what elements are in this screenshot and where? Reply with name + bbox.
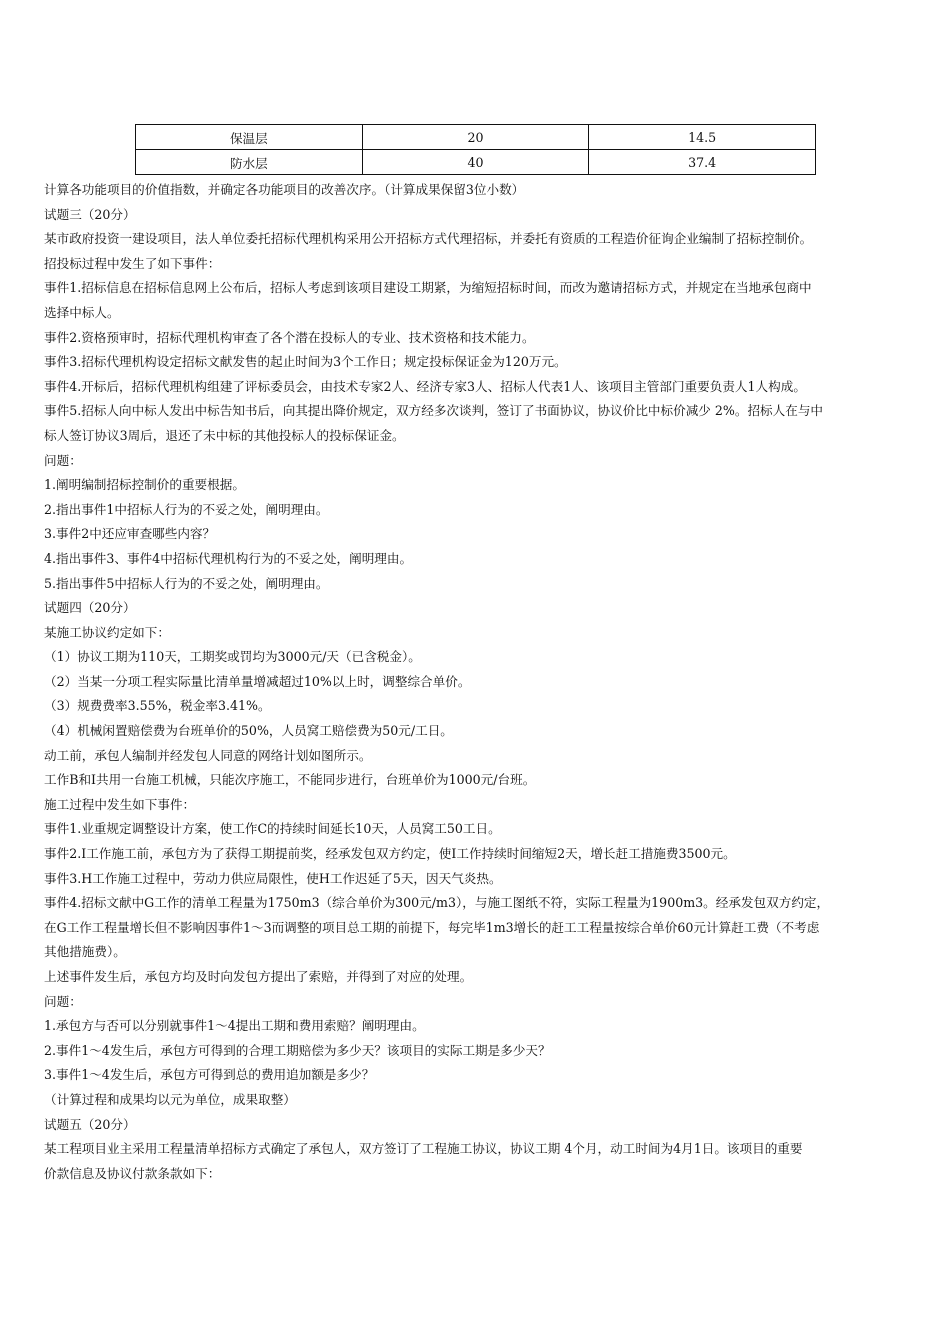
- text-line: 工作B和I共用一台施工机械，只能次序施工，不能同步进行，台班单价为1000元/台班。: [44, 772, 536, 788]
- function-cost-table: [135, 124, 816, 175]
- text-line: 试题三（20分）: [44, 206, 136, 222]
- text-line: 事件4.招标文献中G工作的清单工程量为1750m3（综合单价为300元/m3），与施工图纸不符，实际工程量为1900m3。经承发包双方约定，: [44, 895, 830, 911]
- text-line: 1.阐明编制招标控制价的重要根据。: [44, 477, 245, 493]
- text-line: 动工前，承包人编制并经发包人同意的网络计划如图所示。: [44, 747, 372, 763]
- text-line: 某施工协议约定如下：: [44, 624, 170, 640]
- text-line: 1.承包方与否可以分别就事件1～4提出工期和费用索赔？阐明理由。: [44, 1018, 425, 1034]
- text-line: 事件1.招标信息在招标信息网上公布后，招标人考虑到该项目建设工期紧，为缩短招标时间，而改为邀请招标方式，并规定在当地承包商中: [44, 280, 812, 296]
- text-line: 问题：: [44, 993, 82, 1009]
- text-line: 试题四（20分）: [44, 600, 136, 616]
- text-line: 5.指出事件5中招标人行为的不妥之处，阐明理由。: [44, 575, 329, 591]
- text-line: 3.事件2中还应审查哪些内容？: [44, 526, 216, 542]
- document-page: [44, 124, 930, 1186]
- text-line: 2.事件1～4发生后，承包方可得到的合理工期赔偿为多少天？该项目的实际工期是多少天？: [44, 1042, 551, 1058]
- table-cell: 防水层: [136, 150, 363, 175]
- table-row: [136, 150, 816, 175]
- text-line: 事件2.资格预审时，招标代理机构审查了各个潜在投标人的专业、技术资格和技术能力。: [44, 329, 535, 345]
- text-line: （计算过程和成果均以元为单位，成果取整）: [44, 1091, 296, 1107]
- text-line: （2）当某一分项工程实际量比清单量增减超过10%以上时，调整综合单价。: [44, 673, 471, 689]
- table-cell: 37.4: [589, 150, 816, 175]
- text-line: 试题五（20分）: [44, 1116, 136, 1132]
- text-line: 某工程项目业主采用工程量清单招标方式确定了承包人，双方签订了工程施工协议，协议工期 4个月，动工时间为4月1日。该项目的重要: [44, 1141, 803, 1157]
- text-line: 事件3.H工作施工过程中，劳动力供应局限性，使H工作迟延了5天，因天气炎热。: [44, 870, 502, 886]
- table-cell: 14.5: [589, 125, 816, 150]
- text-line: 其他措施费）。: [44, 944, 126, 960]
- text-line: 3.事件1～4发生后，承包方可得到总的费用追加额是多少？: [44, 1067, 375, 1083]
- text-line: 某市政府投资一建设项目，法人单位委托招标代理机构采用公开招标方式代理招标，并委托有资质的工程造价征询企业编制了招标控制价。: [44, 231, 813, 247]
- text-line: 4.指出事件3、事件4中招标代理机构行为的不妥之处，阐明理由。: [44, 550, 413, 566]
- text-line: 施工过程中发生如下事件：: [44, 796, 196, 812]
- text-line: 事件4.开标后，招标代理机构组建了评标委员会，由技术专家2人、经济专家3人、招标人代表1人、该项目主管部门重要负责人1人构成。: [44, 378, 806, 394]
- text-line: （3）规费费率3.55%，税金率3.41%。: [44, 698, 271, 714]
- table-cell: 40: [362, 150, 589, 175]
- text-line: 事件3.招标代理机构设定招标文献发售的起止时间为3个工作日；规定投标保证金为120万元。: [44, 354, 567, 370]
- text-line: 事件2.I工作施工前，承包方为了获得工期提前奖，经承发包双方约定，使I工作持续时间缩短2天，增长赶工措施费3500元。: [44, 846, 736, 862]
- text-line: 招投标过程中发生了如下事件：: [44, 255, 221, 271]
- text-line: 问题：: [44, 452, 82, 468]
- text-line: 上述事件发生后，承包方均及时向发包方提出了索赔，并得到了对应的处理。: [44, 969, 473, 984]
- text-line: 计算各功能项目的价值指数，并确定各功能项目的改善次序。（计算成果保留3位小数）: [44, 182, 525, 197]
- text-line: 在G工作工程量增长但不影响因事件1～3而调整的项目总工期的前提下，每完毕1m3增长的赶工工程量按综合单价60元计算赶工费（不考虑: [44, 919, 820, 935]
- table-cell: 保温层: [136, 125, 363, 150]
- text-line: 事件1.业重规定调整设计方案，使工作C的持续时间延长10天，人员窝工50工日。: [44, 821, 501, 837]
- text-line: 价款信息及协议付款条款如下：: [44, 1165, 221, 1181]
- text-line: 事件5.招标人向中标人发出中标告知书后，向其提出降价规定，双方经多次谈判，签订了书面协议，协议价比中标价减少 2%。招标人在与中: [44, 403, 824, 419]
- document-text: [44, 178, 930, 1186]
- text-line: （4）机械闲置赔偿费为台班单价的50%，人员窝工赔偿费为50元/工日。: [44, 723, 453, 739]
- text-line: （1）协议工期为110天，工期奖或罚均为3000元/天（已含税金）。: [44, 649, 421, 665]
- table-row: [136, 125, 816, 150]
- text-line: 标人签订协议3周后，退还了未中标的其他投标人的投标保证金。: [44, 427, 405, 443]
- table-cell: 20: [362, 125, 589, 150]
- text-line: 选择中标人。: [44, 304, 120, 320]
- text-line: 2.指出事件1中招标人行为的不妥之处，阐明理由。: [44, 501, 329, 517]
- table-body: [136, 125, 816, 175]
